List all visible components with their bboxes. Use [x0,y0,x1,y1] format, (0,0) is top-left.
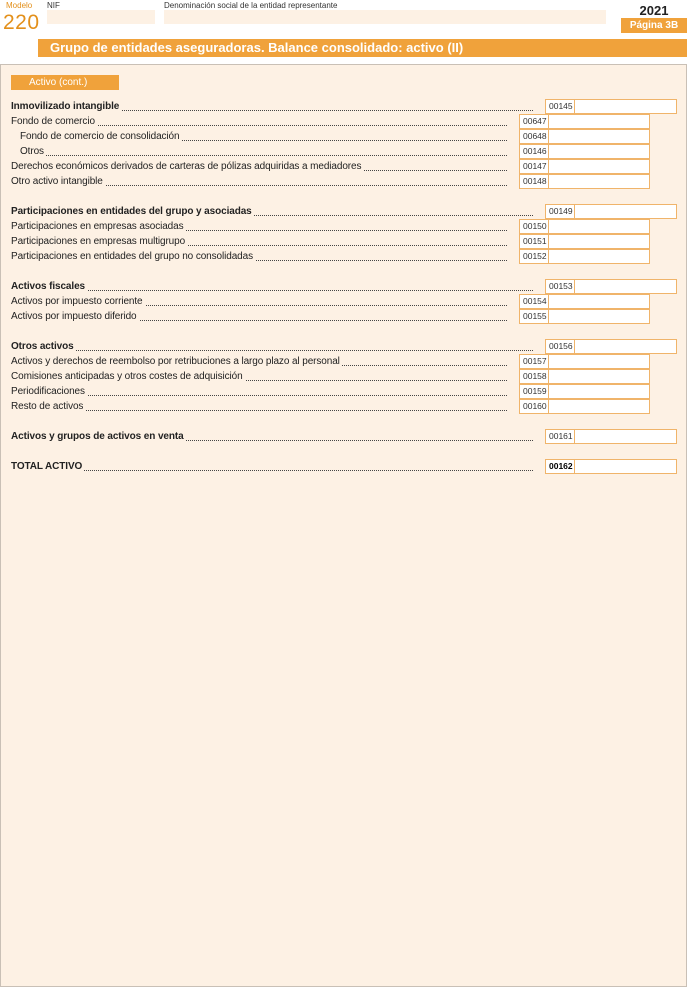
amount-input[interactable] [549,234,650,249]
amount-input[interactable] [549,354,650,369]
row-periodificaciones [11,384,651,399]
row-label: Activos por impuesto diferido [11,311,137,322]
row-code: 00152 [519,249,549,264]
row-otros [20,144,651,159]
row-activos-fiscales [11,279,677,294]
form-header [0,0,687,38]
row-label: Comisiones anticipadas y otros costes de adquisición [11,371,243,382]
amount-input[interactable] [549,294,650,309]
row-label: Fondo de comercio [11,116,95,127]
row-participaciones-asociadas [11,219,651,234]
amount-input[interactable] [549,384,650,399]
row-label: Derechos económicos derivados de carteras de pólizas adquiridas a mediadores [11,161,362,172]
denominacion-label: Denominación social de la entidad representante [164,1,338,10]
amount-input[interactable] [549,144,650,159]
denominacion-field[interactable] [164,10,606,24]
row-code: 00154 [519,294,549,309]
amount-input[interactable] [575,429,677,444]
row-impuesto-corriente [11,294,651,309]
year-label: 2021 [639,3,669,18]
row-fondo-de-comercio [11,114,651,129]
amount-input[interactable] [575,204,677,219]
page-title: Grupo de entidades aseguradoras. Balance consolidado: activo (II) [38,39,687,57]
row-code: 00145 [545,99,575,114]
row-code: 00155 [519,309,549,324]
row-label: Participaciones en empresas asociadas [11,221,184,232]
amount-input[interactable] [549,369,650,384]
row-label: Periodificaciones [11,386,85,397]
row-label: Participaciones en entidades del grupo y asociadas [11,206,252,217]
row-derechos-economicos [11,159,651,174]
row-code: 00156 [545,339,575,354]
row-code: 00157 [519,354,549,369]
row-code: 00146 [519,144,549,159]
row-label: Otros activos [11,341,74,352]
row-code: 00162 [545,459,575,474]
row-code: 00153 [545,279,575,294]
row-code: 00159 [519,384,549,399]
row-resto-de-activos [11,399,651,414]
amount-input[interactable] [549,174,650,189]
row-comisiones-anticipadas [11,369,651,384]
row-inmovilizado-intangible [11,99,677,114]
row-label: Fondo de comercio de consolidación [20,131,180,142]
row-label: Inmovilizado intangible [11,101,120,112]
row-code: 00147 [519,159,549,174]
row-label: Otros [20,146,44,157]
amount-input[interactable] [549,159,650,174]
row-label: TOTAL ACTIVO [11,461,83,472]
amount-input[interactable] [549,309,650,324]
amount-input[interactable] [575,279,677,294]
row-label: Participaciones en entidades del grupo no consolidadas [11,251,253,262]
row-code: 00161 [545,429,575,444]
modelo-number: 220 [3,11,40,34]
row-otros-activos [11,339,677,354]
row-activos-en-venta [11,429,677,444]
row-label: Activos y grupos de activos en venta [11,431,184,442]
row-participaciones-grupo [11,204,677,219]
row-code: 00151 [519,234,549,249]
row-code: 00158 [519,369,549,384]
row-code: 00149 [545,204,575,219]
row-label: Resto de activos [11,401,84,412]
amount-input[interactable] [575,339,677,354]
row-code: 00150 [519,219,549,234]
row-fondo-de-comercio-consolidacion [20,129,651,144]
row-label: Activos y derechos de reembolso por retribuciones a largo plazo al personal [11,356,340,367]
row-participaciones-multigrupo [11,234,651,249]
amount-input[interactable] [549,219,650,234]
nif-field[interactable] [47,10,155,24]
page-badge: Página 3B [621,18,687,33]
amount-input[interactable] [549,114,650,129]
row-code: 00647 [519,114,549,129]
row-total-activo [11,459,677,474]
row-label: Activos fiscales [11,281,85,292]
section-tag: Activo (cont.) [11,75,119,90]
amount-input[interactable] [549,399,650,414]
row-label: Otro activo intangible [11,176,103,187]
form-sheet [0,64,687,987]
nif-label: NIF [47,1,60,10]
row-retribuciones-largo-plazo [11,354,651,369]
row-participaciones-no-consolidadas [11,249,651,264]
row-label: Activos por impuesto corriente [11,296,143,307]
modelo-label: Modelo [6,1,33,10]
row-label: Participaciones en empresas multigrupo [11,236,186,247]
amount-input[interactable] [549,129,650,144]
row-code: 00648 [519,129,549,144]
row-impuesto-diferido [11,309,651,324]
row-otro-activo-intangible [11,174,651,189]
amount-input[interactable] [575,99,677,114]
row-code: 00148 [519,174,549,189]
amount-input[interactable] [549,249,650,264]
total-amount-input[interactable] [575,459,677,474]
row-code: 00160 [519,399,549,414]
